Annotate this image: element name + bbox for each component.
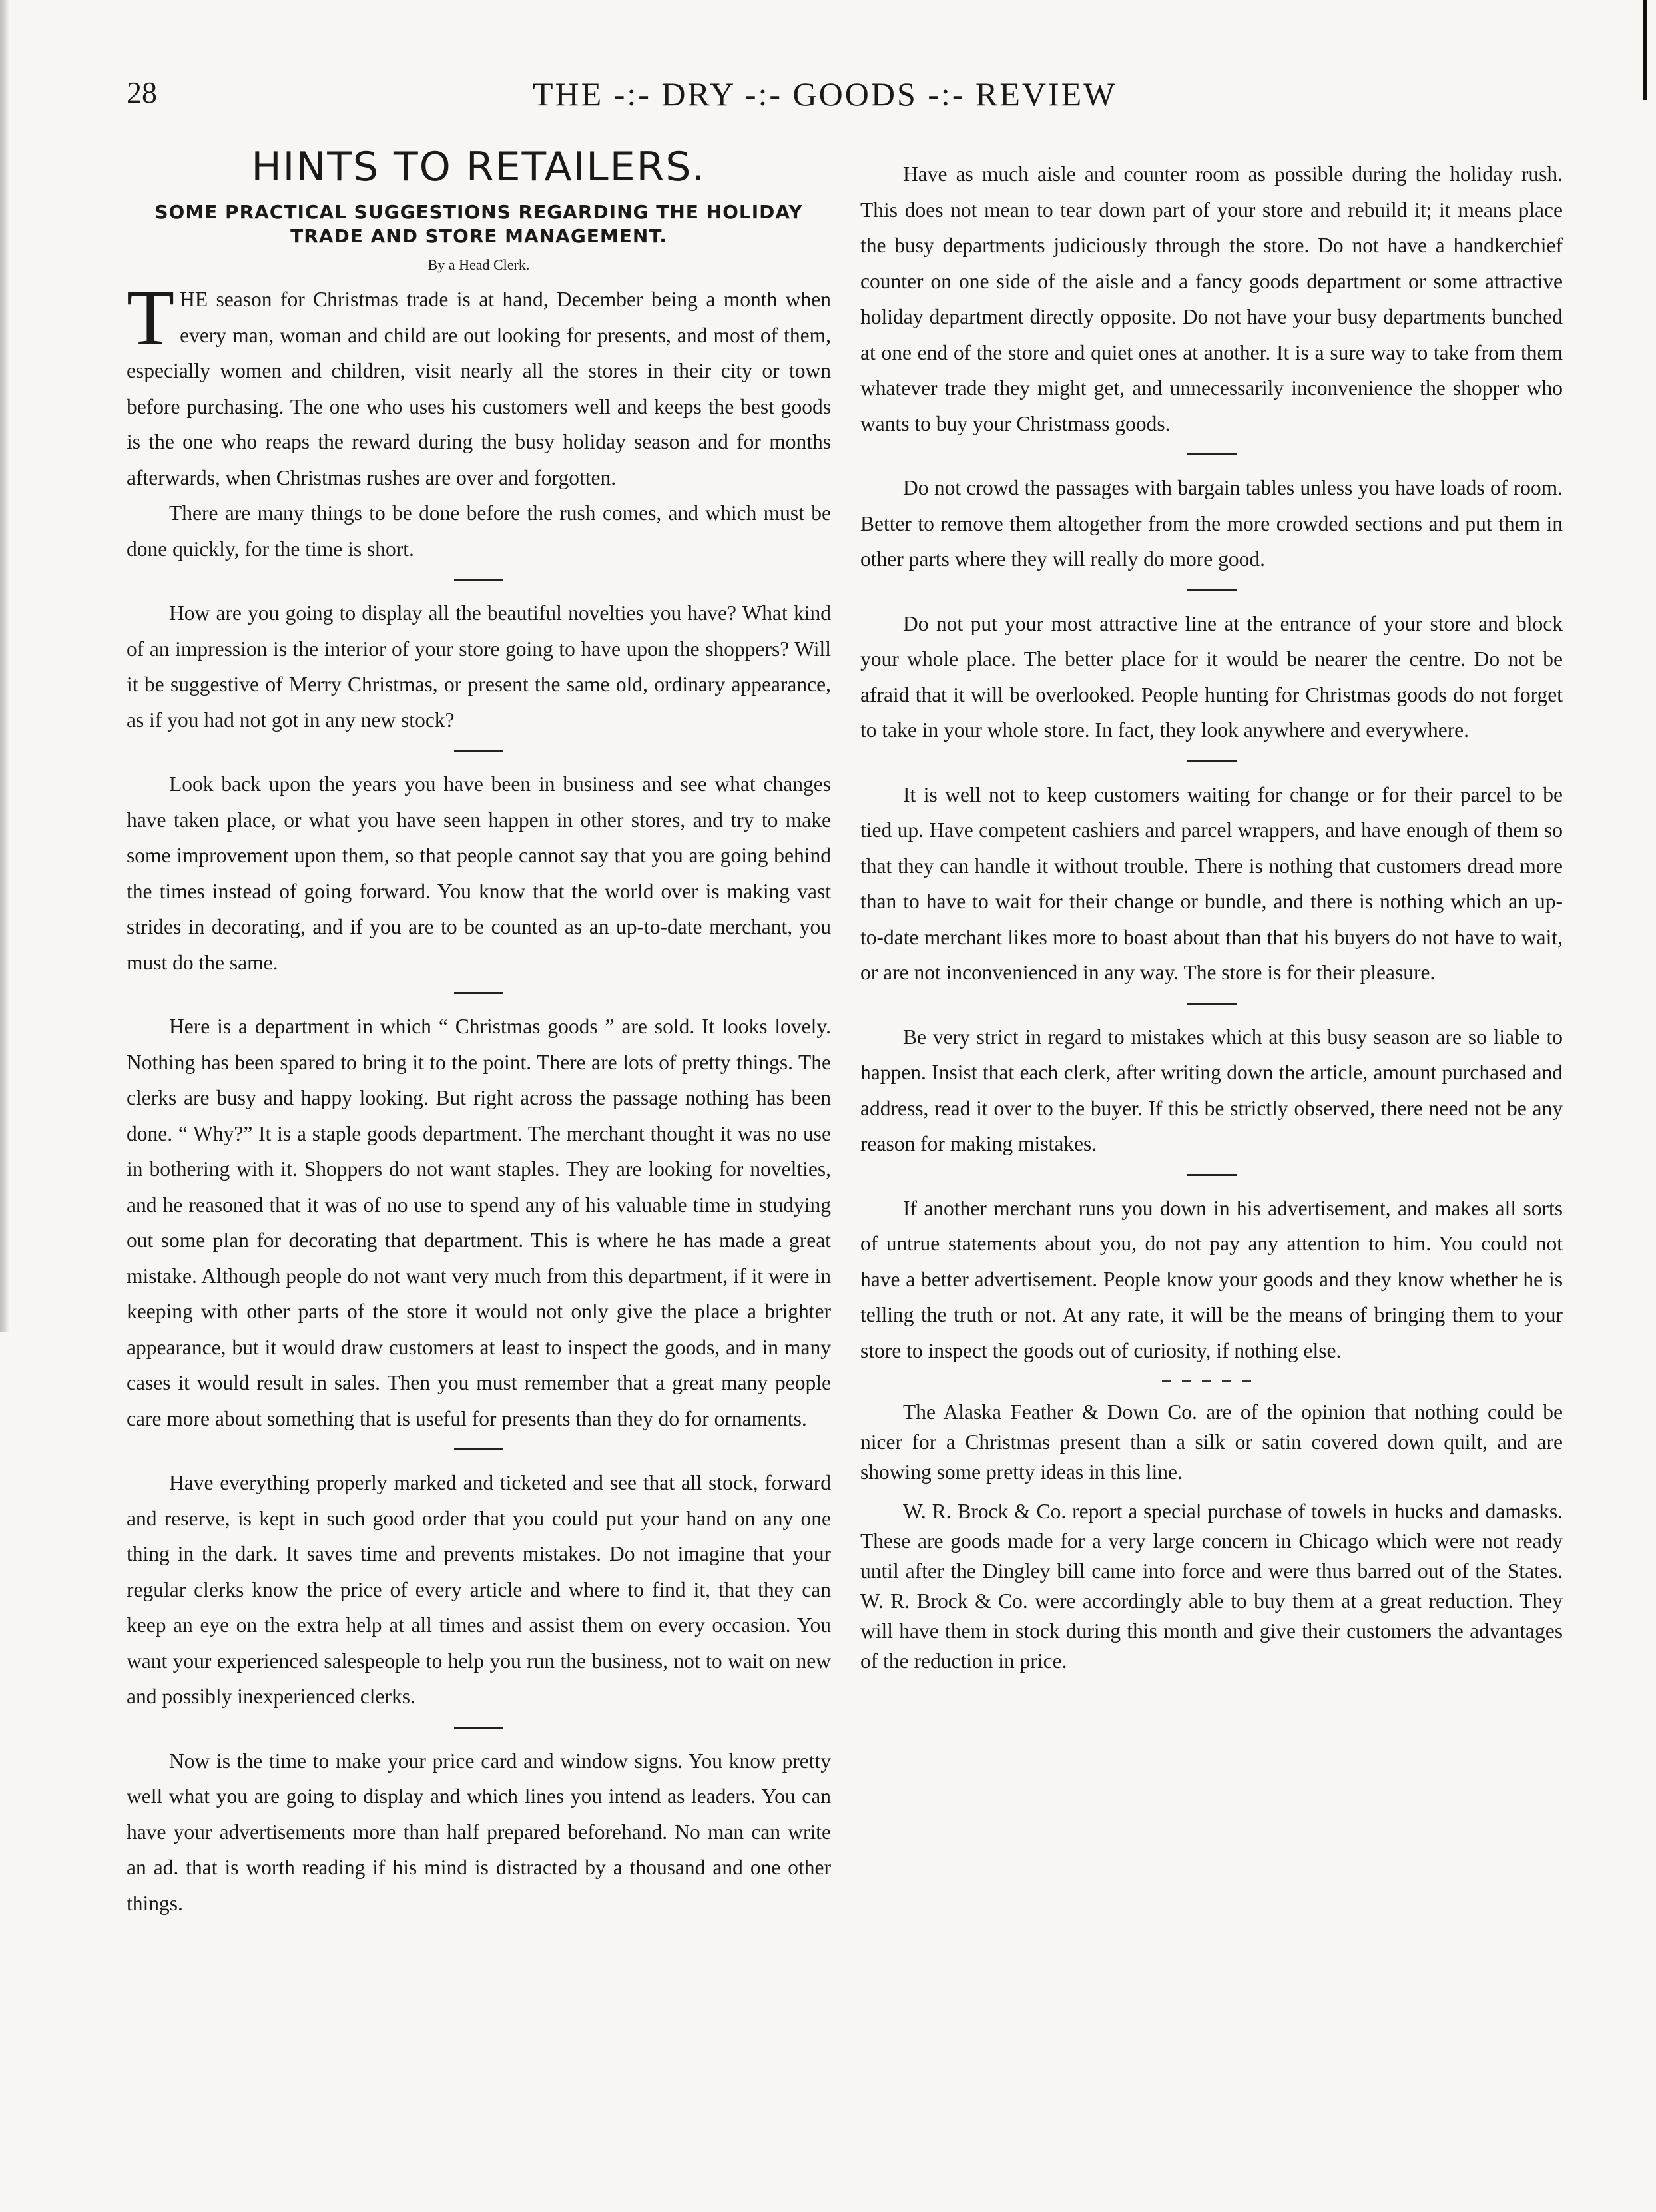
scan-edge-left	[0, 0, 9, 1332]
paragraph-1: THE season for Christmas trade is at hand, December being a month when every man, woman and child are out looking for presents, and most of them, especially women and children, visit nearly all the stores in their city or town before purchasing. The one who uses his customers well and keeps the best goods is the one who reaps the reward during the busy holiday season and for months afterwards, when Christmas rushes are over and forgotten.	[127, 274, 831, 489]
paragraph-7: Now is the time to make your price card and window signs. You know pretty well what you are going to display and which lines you intend as leaders. You can have your advertisements more than half prepared beforehand. No man can write an ad. that is worth reading if his mind is distracted by a thousand and one other things.	[127, 1749, 831, 1915]
separator	[454, 1727, 503, 1729]
paragraph-12: Be very strict in regard to mistakes which at this busy season are so liable to happen. Insist that each clerk, after writing down the article, amount purchased and address, read it over to the buyer. If this be strictly observed, there need not be any reason for making mistakes.	[860, 1025, 1563, 1155]
paragraph-11: It is well not to keep customers waiting for change or for their parcel to be tied up. Have competent cashiers and parcel wrappers, and have enough of them so that they can handle it without trouble. There is nothing that customers dread more than to have to wait for their change or bundle, and there is nothing which an up-to-date merchant likes more to boast about than that his buyers do not have to wait, or are not inconvenienced in any way. The store is for their pleasure.	[860, 782, 1563, 984]
article-subtitle: SOME PRACTICAL SUGGESTIONS REGARDING THE HOLIDAY TRADE AND STORE MANAGEMENT.	[154, 201, 803, 247]
section-separator	[1162, 1380, 1262, 1382]
paragraph-13: If another merchant runs you down in his advertisement, and makes all sorts of untrue statements about you, do not pay any attention to him. You could not have a better advertisement. People know your goods and they know whether he is telling the truth or not. At any rate, it will be the means of bringing them to your store to inspect the goods out of curiosity, if nothing else.	[860, 1196, 1563, 1362]
scan-edge-right	[1643, 0, 1647, 100]
paragraph-8: Have as much aisle and counter room as possible during the holiday rush. This does not mean to tear down part of your store and rebuild it; it means place the busy departments judiciously through the store. Do not have a handkerchief counter on one side of the aisle and a fancy goods department or some attractive holiday department directly opposite. Do not have your busy departments bunched at one end of the store and quiet ones at another. It is a sure way to take from them whatever trade they might get, and unnecessarily inconvenience the shopper who wants to buy your Christmass goods.	[860, 162, 1563, 435]
paragraph-6: Have everything properly marked and ticketed and see that all stock, forward and reserve, is kept in such good order that you could put your hand on any one thing in the dark. It saves time and prevents mistakes. Do not imagine that your regular clerks know the price of every article and where to find it, that they can keep an eye on the extra help at all times and assist them on every occasion. You want your experienced salespeople to help you run the business, not to wait on new and possibly inexperienced clerks.	[127, 1471, 831, 1708]
running-head: THE -:- DRY -:- GOODS -:- REVIEW	[533, 75, 1117, 113]
note-brock: W. R. Brock & Co. report a special purchase of towels in hucks and damasks. These are goods made for a very large concern in Chicago which were not ready until after the Dingley bill came into force and were thus barred out of the States. W. R. Brock & Co. were accordingly able to buy them at a great reduction. They will have them in stock during this month and give their customers the advantages of the reduction in price.	[860, 1500, 1563, 1673]
separator	[1187, 589, 1237, 591]
page-number: 28	[127, 75, 157, 109]
note-alaska-feather: The Alaska Feather & Down Co. are of the opinion that nothing could be nicer for a Christmas present than a silk or satin covered down quilt, and are showing some pretty ideas in this line.	[860, 1400, 1563, 1484]
dropcap: T	[127, 274, 175, 361]
paragraph-10: Do not put your most attractive line at the entrance of your store and block your whole place. The better place for it would be nearer the centre. Do not be afraid that it will be overlooked. People hunting for Christmas goods do not forget to take in your whole store. In fact, they look anywhere and everywhere.	[860, 611, 1563, 742]
separator	[454, 750, 503, 752]
left-column	[127, 143, 831, 1921]
separator	[1187, 453, 1237, 455]
separator	[1187, 1174, 1237, 1176]
paragraph-4: Look back upon the years you have been in business and see what changes have taken place, or what you have seen happen in other stores, and try to make some improvement upon them, so that people cannot say that you are going behind the times instead of going forward. You know that the world over is making vast strides in decorating, and if you are to be counted as an up-to-date merchant, you must do the same.	[127, 772, 831, 974]
separator	[454, 992, 503, 994]
separator	[1187, 1003, 1237, 1005]
paragraph-5: Here is a department in which “ Christmas goods ” are sold. It looks lovely. Nothing has been spared to bring it to the point. There are lots of pretty things. The clerks are busy and happy looking. But right across the passage nothing has been done. “ Why?” It is a staple goods department. The merchant thought it was no use in bothering with it. Shoppers do not want staples. They are looking for novelties, and he reasoned that it was of no use to spend any of his valuable time in studying out some plan for decorating that department. This is where he has made a great mistake. Although people do not want very much from this department, if it were in keeping with other parts of the store it would not only give the place a brighter appearance, but it would draw customers at least to inspect the goods, and in many cases it would result in sales. Then you must remember that a great many people care more about something that is useful for presents than they do for ornaments.	[127, 1015, 831, 1430]
separator	[1187, 760, 1237, 762]
article-byline: By a Head Clerk.	[427, 256, 530, 273]
article-title: HINTS TO RETAILERS.	[251, 144, 706, 190]
paragraph-9: Do not crowd the passages with bargain tables unless you have loads of room. Better to remove them altogether from the more crowded sections and put them in other parts where they will really do more good.	[860, 476, 1563, 571]
paragraph-2: There are many things to be done before the rush comes, and which must be done quickly, for the time is short.	[127, 501, 831, 561]
paragraph-3: How are you going to display all the beautiful novelties you have? What kind of an impression is the interior of your store going to have upon the shoppers? Will it be suggestive of Merry Christmas, or present the same old, ordinary appearance, as if you had not got in any new stock?	[127, 601, 831, 732]
separator	[454, 1448, 503, 1450]
separator	[454, 579, 503, 581]
right-column	[860, 146, 1563, 1676]
